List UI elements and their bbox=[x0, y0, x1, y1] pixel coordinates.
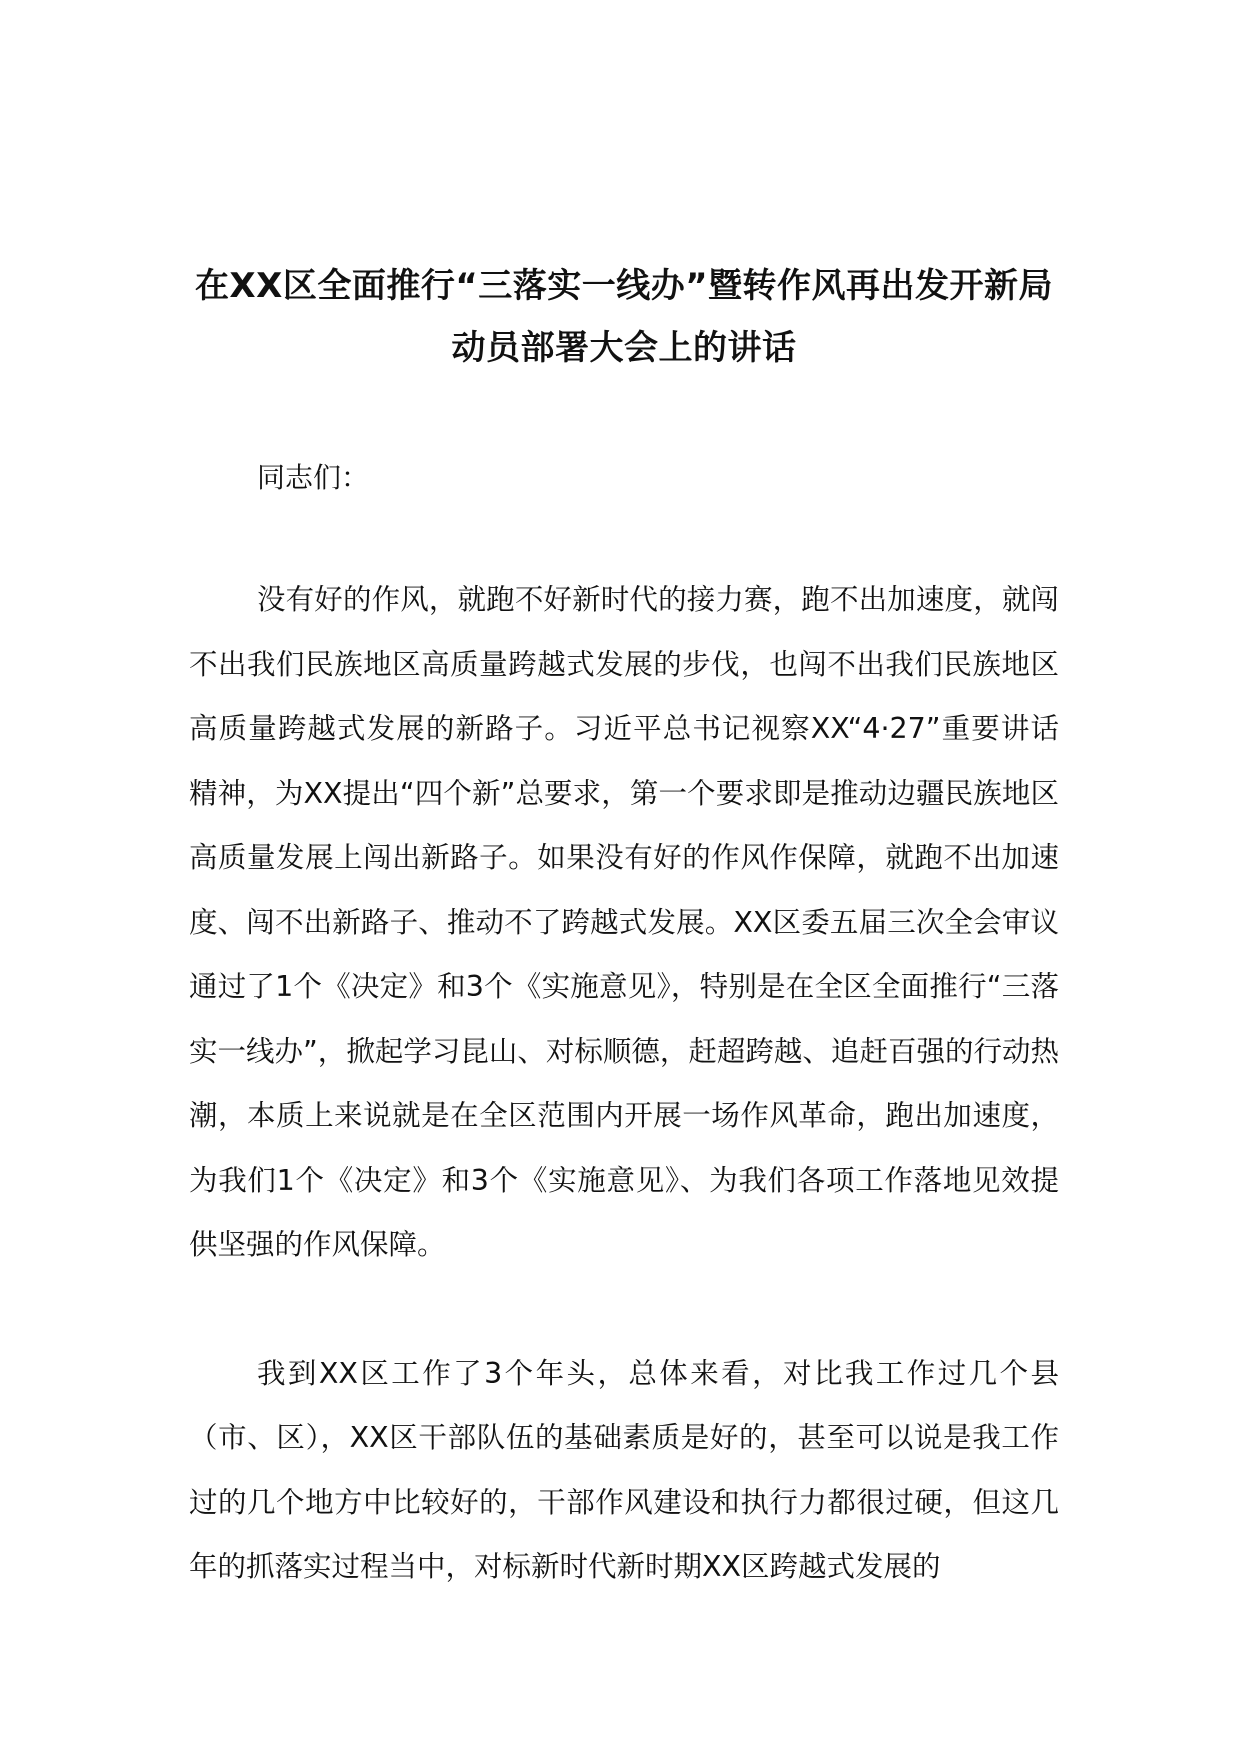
document-title: 在XX区全面推行“三落实一线办”暨转作风再出发开新局动员部署大会上的讲话 bbox=[194, 266, 1054, 368]
paragraph-2: 我到XX区工作了3个年头，总体来看，对比我工作过几个县（市、区），XX区干部队伍的基础素质是好的，甚至可以说是我工作过的几个地方中比较好的，干部作风建设和执行力都很过硬，但这几年的抓落实过程当中，对标新时代新时期XX区跨越式发展的 bbox=[189, 1356, 1059, 1583]
paragraph-1: 没有好的作风，就跑不好新时代的接力赛，跑不出加速度，就闯不出我们民族地区高质量跨越式发展的步伐，也闯不出我们民族地区高质量跨越式发展的新路子。习近平总书记视察XX“4·27”重要讲话精神，为XX提出“四个新”总要求，第一个要求即是推动边疆民族地区高质量发展上闯出新路子。如果没有好的作风作保障，就跑不出加速度、闯不出新路子、推动不了跨越式发展。XX区委五届三次全会审议通过了1个《决定》和3个《实施意见》，特别是在全区全面推行“三落实一线办”，掀起学习昆山、对标顺德，赶超跨越、追赶百强的行动热潮，本质上来说就是在全区范围内开展一场作风革命，跑出加速度，为我们1个《决定》和3个《实施意见》、为我们各项工作落地见效提供坚强的作风保障。 bbox=[189, 583, 1059, 1261]
document-page bbox=[189, 255, 1059, 1600]
salutation: 同志们： bbox=[257, 461, 370, 494]
